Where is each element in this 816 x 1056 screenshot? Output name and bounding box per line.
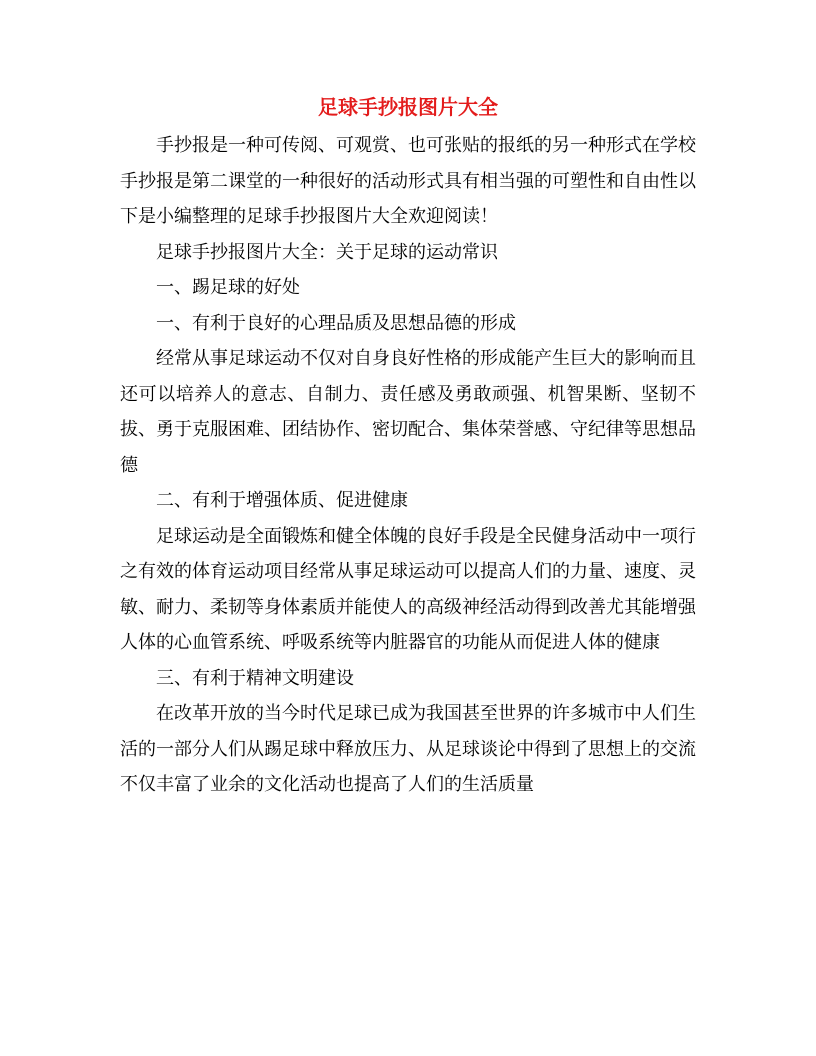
heading-benefit-1: 一、有利于良好的心理品质及思想品德的形成 xyxy=(156,312,516,334)
paragraph-benefit-2: 足球运动是全面锻炼和健全体魄的良好手段是全民健身活动中一项行之有效的体育运动项目经常从事足球运动可以提高人们的力量、速度、灵敏、耐力、柔韧等身体素质并能使人的高级神经活动得到改善尤其能增强人体的心血管系统、呼吸系统等内脏器官的功能从而促进人体的健康 xyxy=(120,525,696,653)
paragraph-benefit-1: 经常从事足球运动不仅对自身良好性格的形成能产生巨大的影响而且还可以培养人的意志、自制力、责任感及勇敢顽强、机智果断、坚韧不拔、勇于克服困难、团结协作、密切配合、集体荣誉感、守纪律等思想品德 xyxy=(120,348,696,476)
paragraph-intro: 手抄报是一种可传阅、可观赏、也可张贴的报纸的另一种形式在学校手抄报是第二课堂的一种很好的活动形式具有相当强的可塑性和自由性以下是小编整理的足球手抄报图片大全欢迎阅读！ xyxy=(120,135,696,227)
heading-benefit-2: 二、有利于增强体质、促进健康 xyxy=(156,490,408,511)
heading-benefit-3: 三、有利于精神文明建设 xyxy=(156,667,354,689)
paragraph-subtitle: 足球手抄报图片大全：关于足球的运动常识 xyxy=(156,241,498,263)
document-title: 足球手抄报图片大全 xyxy=(318,95,498,119)
paragraph-benefit-3: 在改革开放的当今时代足球已成为我国甚至世界的许多城市中人们生活的一部分人们从踢足球中释放压力、从足球谈论中得到了思想上的交流不仅丰富了业余的文化活动也提高了人们的生活质量 xyxy=(120,703,696,795)
heading-benefits: 一、踢足球的好处 xyxy=(156,277,300,298)
document-page xyxy=(120,92,696,803)
